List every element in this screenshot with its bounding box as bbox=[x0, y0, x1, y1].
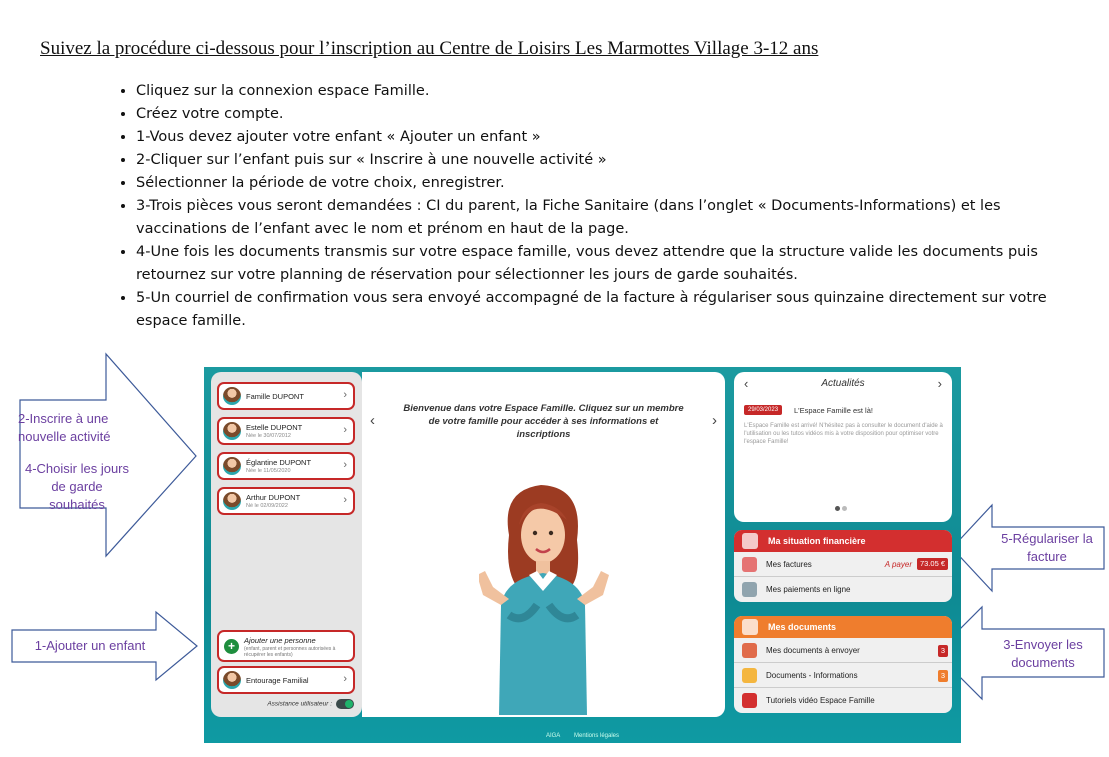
callout-regulariser-label: 5-Régulariser la facture bbox=[1001, 531, 1093, 564]
documents-infos-row[interactable] bbox=[734, 663, 952, 688]
welcome-panel bbox=[362, 372, 725, 717]
tutoriels-row[interactable] bbox=[734, 688, 952, 713]
tutoriels-label: Tutoriels vidéo Espace Famille bbox=[766, 696, 875, 705]
member-birthdate: Née le 30/07/2012 bbox=[246, 433, 291, 439]
callout-ajouter-label: 1-Ajouter un enfant bbox=[34, 638, 146, 653]
mentions-legales-link[interactable]: Mentions légales bbox=[573, 733, 620, 739]
entourage-familial-button[interactable] bbox=[217, 666, 355, 694]
callout-choisir-label: 4-Choisir les jours de garde souhaités bbox=[24, 461, 130, 512]
entourage-avatar-icon bbox=[223, 671, 241, 689]
documents-header bbox=[734, 616, 952, 638]
member-birthdate: Née le 11/05/2020 bbox=[246, 468, 291, 474]
chevron-right-icon: › bbox=[343, 673, 347, 685]
add-person-sub: (enfant, parent et personnes autorisées à récupérer les enfants) bbox=[244, 646, 336, 658]
chevron-right-icon: › bbox=[343, 494, 347, 506]
callout-regulariser-arrow bbox=[950, 503, 1106, 593]
paiements-label: Mes paiements en ligne bbox=[766, 585, 851, 594]
documents-envoyer-row[interactable] bbox=[734, 638, 952, 663]
member-name: Arthur DUPONT bbox=[246, 493, 301, 502]
right-arrow-icon bbox=[18, 352, 200, 560]
documents-block bbox=[734, 616, 952, 713]
step-item: • 3-Trois pièces vous seront demandées : CI du parent, la Fiche Sanitaire (dans l’onglet « Documents-Informations) et les vaccinations de l’enfant avec le nom et prénom en haut de la page. bbox=[136, 195, 1050, 241]
assistance-label: Assistance utilisateur : bbox=[267, 700, 332, 708]
page-title: Suivez la procédure ci-dessous pour l’inscription au Centre de Loisirs Les Marmottes Village 3-12 ans bbox=[40, 38, 819, 59]
chevron-right-icon[interactable]: › bbox=[712, 412, 717, 429]
news-body: L'Espace Famille est arrivé! N'hésitez pas à consulter le document d'aide à l'utilisation ou les tutos vidéos mis à votre disposition pour optimiser votre l'espace Famille! bbox=[744, 423, 943, 445]
news-title: Actualités bbox=[821, 378, 865, 389]
steps-list bbox=[110, 80, 1050, 333]
folder-icon bbox=[742, 668, 757, 683]
news-date-badge: 29/03/2023 bbox=[744, 405, 782, 415]
callout-inscrire-label: 2-Inscrire à une nouvelle activité bbox=[18, 411, 111, 444]
chevron-right-icon: › bbox=[343, 389, 347, 401]
assistant-illustration bbox=[479, 475, 609, 715]
member-arthur-dupont[interactable] bbox=[217, 487, 355, 515]
assistance-toggle[interactable] bbox=[336, 699, 354, 709]
a-payer-label: A payer bbox=[884, 560, 912, 569]
footer-brand: AIGA bbox=[545, 733, 561, 739]
step-item: • Sélectionner la période de votre choix, enregistrer. bbox=[136, 172, 1050, 195]
callout-inscrire-arrow bbox=[18, 352, 200, 560]
espace-famille-screenshot bbox=[204, 367, 961, 743]
callout-ajouter-arrow bbox=[10, 610, 200, 682]
step-item: • 5-Un courriel de confirmation vous sera envoyé accompagné de la facture à régulariser sous quinzaine directement sur votre espace famille. bbox=[136, 287, 1050, 333]
child-avatar-icon bbox=[223, 457, 241, 475]
add-person-button[interactable] bbox=[217, 630, 355, 662]
chevron-left-icon[interactable]: ‹ bbox=[744, 376, 749, 391]
child-avatar-icon bbox=[223, 492, 241, 510]
amount-badge: 73.05 € bbox=[917, 558, 948, 570]
chevron-right-icon: › bbox=[343, 424, 347, 436]
video-icon bbox=[742, 693, 757, 708]
finance-block bbox=[734, 530, 952, 602]
assistance-toggle-row bbox=[267, 699, 354, 709]
child-avatar-icon bbox=[223, 422, 241, 440]
family-avatar-icon bbox=[223, 387, 241, 405]
member-name: Estelle DUPONT bbox=[246, 423, 303, 432]
screenshot-footer bbox=[204, 733, 961, 739]
add-person-label: Ajouter une personne bbox=[244, 636, 316, 645]
payment-icon bbox=[742, 582, 757, 597]
news-headline: L'Espace Famille est là! bbox=[794, 406, 873, 415]
documents-icon bbox=[742, 619, 758, 635]
member-famille-dupont[interactable] bbox=[217, 382, 355, 410]
step-item: • Cliquez sur la connexion espace Famille. bbox=[136, 80, 1050, 103]
upload-icon bbox=[742, 643, 757, 658]
step-item: • 1-Vous devez ajouter votre enfant « Ajouter un enfant » bbox=[136, 126, 1050, 149]
member-birthdate: Né le 02/09/2022 bbox=[246, 503, 288, 509]
chevron-left-icon[interactable]: ‹ bbox=[370, 412, 375, 429]
step-item: • Créez votre compte. bbox=[136, 103, 1050, 126]
callout-envoyer-label: 3-Envoyer les documents bbox=[1003, 637, 1083, 670]
mes-factures-row[interactable] bbox=[734, 552, 952, 577]
documents-infos-label: Documents - Informations bbox=[766, 671, 858, 680]
member-name: Églantine DUPONT bbox=[246, 458, 312, 467]
mes-factures-label: Mes factures bbox=[766, 560, 812, 569]
carousel-dots[interactable] bbox=[834, 498, 848, 516]
finance-title: Ma situation financière bbox=[768, 536, 866, 546]
family-members-panel bbox=[211, 372, 362, 717]
plus-icon: + bbox=[224, 639, 239, 654]
count-badge: 3 bbox=[938, 670, 948, 682]
welcome-message: Bienvenue dans votre Espace Famille. Cliquez sur un membre de votre famille pour accéder à ses informations et inscriptions bbox=[403, 403, 684, 440]
finance-icon bbox=[742, 533, 758, 549]
invoice-icon bbox=[742, 557, 757, 572]
member-name: Famille DUPONT bbox=[246, 392, 304, 401]
news-panel bbox=[734, 372, 952, 522]
documents-envoyer-label: Mes documents à envoyer bbox=[766, 646, 860, 655]
finance-header bbox=[734, 530, 952, 552]
entourage-label: Entourage Familial bbox=[246, 676, 309, 685]
documents-title: Mes documents bbox=[768, 622, 837, 632]
member-eglantine-dupont[interactable] bbox=[217, 452, 355, 480]
step-item: • 4-Une fois les documents transmis sur votre espace famille, vous devez attendre que la structure valide les documents puis retournez sur votre planning de réservation pour sélectionner les jours de garde souhaités. bbox=[136, 241, 1050, 287]
step-item: • 2-Cliquer sur l’enfant puis sur « Inscrire à une nouvelle activité » bbox=[136, 149, 1050, 172]
paiements-row[interactable] bbox=[734, 577, 952, 602]
member-estelle-dupont[interactable] bbox=[217, 417, 355, 445]
chevron-right-icon: › bbox=[343, 459, 347, 471]
count-badge: 3 bbox=[938, 645, 948, 657]
chevron-right-icon[interactable]: › bbox=[937, 376, 942, 391]
